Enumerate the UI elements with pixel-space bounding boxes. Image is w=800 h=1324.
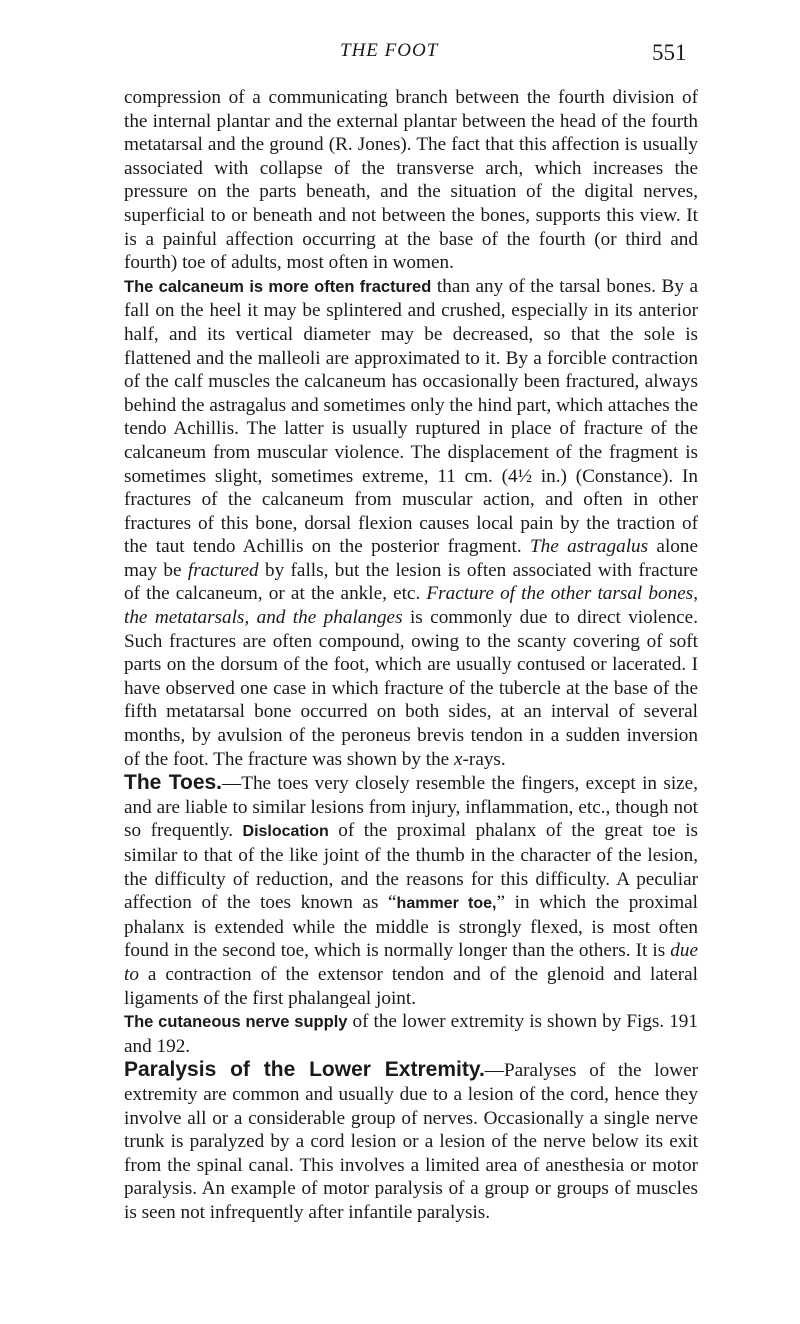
paragraph-calcaneum xyxy=(124,275,698,771)
bold-term: Dislocation xyxy=(242,823,329,841)
paragraph-text: than any of the tarsal bones. By a fall on the heel it may be splintered and crushed, especially in its anterior half, and its vertical diameter may be decreased, so that the sole is flattened and the malleoli are approximated to it. By a forcible contraction of the calf muscles the calcaneum has occasionally been fractured, always behind the astragalus and sometimes only the hind part, which attaches the tendo Achillis. The latter is usually ruptured in place of fracture of the calcaneum from muscular violence. The displacement of the fragment is sometimes slight, sometimes extreme, 11 cm. (4½ in.) (Constance). In fractures of the calcaneum from muscular action, and often in other fractures of this bone, dorsal flexion causes local pain by the traction of the taut tendo Achillis on the posterior fragment. xyxy=(124,275,698,558)
paragraph-text: compression of a communicating branch between the fourth division of the internal plantar and the external plantar between the head of the fourth metatarsal and the ground (R. Jones). The fact that this affection is usually associated with collapse of the transverse arch, which increases the pressure on the parts beneath, and the situation of the digital nerves, superficial to or beneath and not between the bones, supports this view. It is a painful affection occurring at the base of the fourth (or third and fourth) toe of adults, most often in women. xyxy=(124,87,698,274)
paragraph-neuralgia xyxy=(124,86,698,275)
italic-term: fractured xyxy=(187,559,259,581)
paragraph-text: —Paralyses of the lower extremity are common and usually due to a lesion of the cord, hence they involve all or a considerable group of nerves. Occasionally a single nerve trunk is paralyzed by a cord lesion or a lesion of the nerve below its exit from the spinal canal. This involves a limited area of anesthesia or motor paralysis. An example of motor paralysis of a group or groups of muscles is seen not infrequently after infantile paralysis. xyxy=(124,1060,698,1223)
bold-term: hammer toe, xyxy=(396,895,497,913)
paragraph-text: —The toes very closely resemble the fingers, except in size, and are liable to similar lesions from injury, inflammation, etc., though not so frequently. xyxy=(124,773,698,842)
section-heading-paralysis: Paralysis of the Lower Extremity. xyxy=(124,1058,485,1082)
paragraph-paralysis xyxy=(124,1058,698,1224)
paragraph-cutaneous xyxy=(124,1010,698,1058)
paragraph-text: a contraction of the extensor tendon and of the glenoid and lateral ligaments of the first phalangeal joint. xyxy=(124,963,698,1009)
section-heading-calcaneum: The calcaneum is more often fractured xyxy=(124,277,432,296)
paragraph-text: is commonly due to direct violence. Such fractures are often compound, owing to the scanty covering of soft parts on the dorsum of the foot, which are usually contused or lacerated. I have observed one case in which fracture of the tubercle at the base of the fifth metatarsal bone occurred on both sides, at an interval of several months, by avulsion of the peroneus brevis tendon in a sudden inversion of the foot. The fracture was shown by the xyxy=(124,607,698,770)
paragraph-text: by falls, but the lesion is often associated with fracture of the calcaneum, or at the ankle, etc. xyxy=(124,559,698,605)
running-head: THE FOOT xyxy=(340,40,439,61)
page-number: 551 xyxy=(652,40,687,65)
italic-term: x xyxy=(454,748,463,770)
section-heading-cutaneous: The cutaneous nerve supply xyxy=(124,1013,348,1032)
paragraph-text: ” in which the proximal phalanx is extended while the middle is strongly flexed, is most often found in the second toe, which is normally longer than the others. It is xyxy=(124,892,698,962)
section-heading-toes: The Toes. xyxy=(124,771,223,795)
italic-term: due to xyxy=(124,940,698,985)
body-text xyxy=(124,86,698,1225)
italic-term: Fracture of the other tarsal bones, the metatarsals, and the phalanges xyxy=(124,583,698,629)
page-header xyxy=(0,40,800,74)
italic-term: The astragalus xyxy=(529,536,649,558)
paragraph-text: alone may be xyxy=(124,536,698,581)
paragraph-toes xyxy=(124,771,698,1010)
paragraph-text: of the proximal phalanx of the great toe is similar to that of the like joint of the thumb in the character of the lesion, the difficulty of reduction, and the reasons for this difficulty. A peculiar affection of the toes known as “ xyxy=(124,820,698,914)
paragraph-text: of the lower extremity is shown by Figs. 191 and 192. xyxy=(124,1011,698,1057)
paragraph-text: -rays. xyxy=(462,748,506,770)
